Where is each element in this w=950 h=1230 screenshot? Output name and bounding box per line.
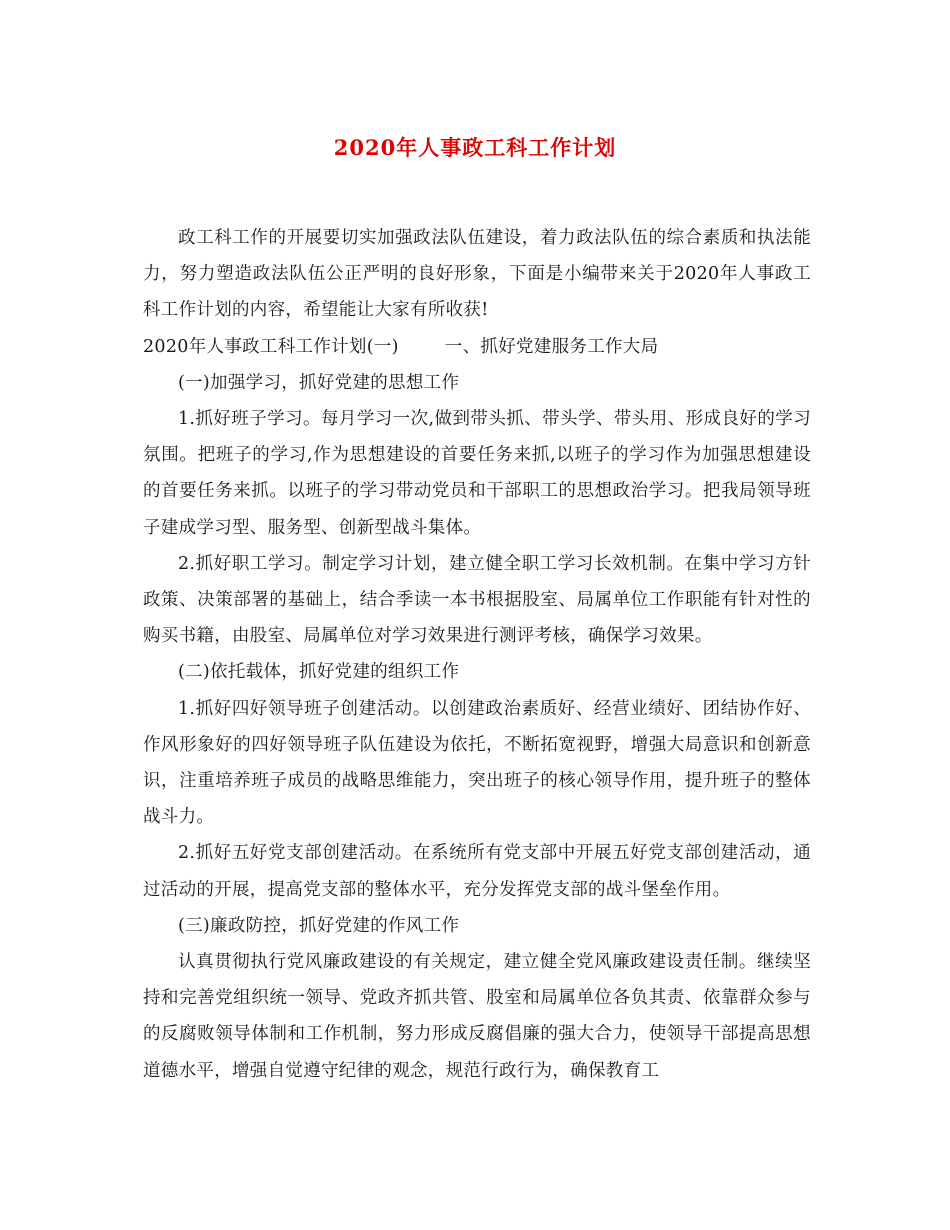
section1-heading: 一、抓好党建服务工作大局 [444,336,659,357]
sub3-heading: (三)廉政防控，抓好党建的作风工作 [178,915,460,936]
sub2-heading: (二)依托载体，抓好党建的组织工作 [178,662,460,683]
plan-heading-line [143,329,811,365]
plan-heading: 2020年人事政工科工作计划(一) [143,336,399,357]
sub3-paragraph: 认真贯彻执行党风廉政建设的有关规定，建立健全党风廉政建设责任制。继续坚持和完善党组织统一领导、党政齐抓共管、股室和局属单位各负其责、依靠群众参与的反腐败领导体制和工作机制，努力形成反腐倡廉的强大合力，使领导干部提高思想道德水平，增强自觉遵守纪律的观念，规范行政行为，确保教育工 [143,952,811,1081]
sub2-item2-paragraph: 2.抓好五好党支部创建活动。在系统所有党支部中开展五好党支部创建活动，通过活动的开展，提高党支部的整体水平，充分发挥党支部的战斗堡垒作用。 [143,843,811,900]
document-title: 2020年人事政工科工作计划 [333,135,617,160]
sub2-item1-paragraph: 1.抓好四好领导班子创建活动。以创建政治素质好、经营业绩好、团结协作好、作风形象好的四好领导班子队伍建设为依托，不断拓宽视野，增强大局意识和创新意识，注重培养班子成员的战略思维能力，突出班子的核心领导作用，提升班子的整体战斗力。 [143,698,811,828]
intro-paragraph: 政工科工作的开展要切实加强政法队伍建设，着力政法队伍的综合素质和执法能力，努力塑造政法队伍公正严明的良好形象，下面是小编带来关于2020年人事政工科工作计划的内容，希望能让大家有所收获! [143,228,811,321]
sub1-heading: (一)加强学习，抓好党建的思想工作 [178,372,460,393]
document-body [143,220,811,1089]
sub1-item2-paragraph: 2.抓好职工学习。制定学习计划，建立健全职工学习长效机制。在集中学习方针政策、决策部署的基础上，结合季读一本书根据股室、局属单位工作职能有针对性的购买书籍，由股室、局属单位对学习效果进行测评考核，确保学习效果。 [143,553,811,647]
sub1-item1-paragraph: 1.抓好班子学习。每月学习一次,做到带头抓、带头学、带头用、形成良好的学习氛围。把班子的学习,作为思想建设的首要任务来抓,以班子的学习作为加强思想建设的首要任务来抓。以班子的学习带动党员和干部职工的思想政治学习。把我局领导班子建成学习型、服务型、创新型战斗集体。 [143,409,811,538]
